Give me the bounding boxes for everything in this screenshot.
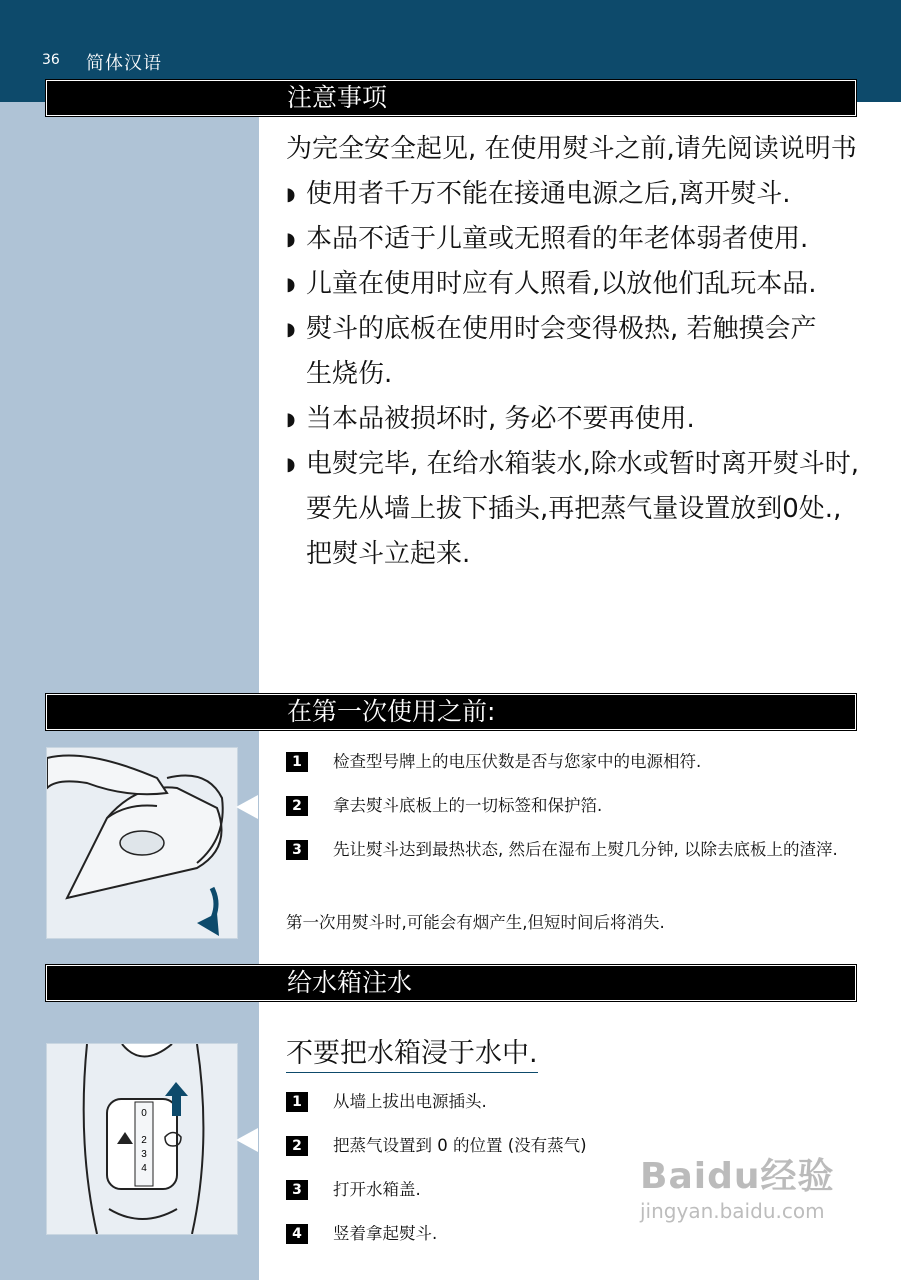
bullet-text: 使用者千万不能在接通电源之后,离开熨斗. — [306, 179, 791, 209]
watermark-url: jingyan.baidu.com — [640, 1199, 825, 1223]
step-number: 1 — [286, 752, 308, 772]
first-use-steps — [286, 752, 856, 860]
bullet-text: 儿童在使用时应有人照看,以放他们乱玩本品. — [306, 269, 817, 299]
bullet-item — [286, 442, 861, 577]
dial-mark-3: 3 — [141, 1149, 147, 1160]
bullet-marker-icon: ◗ — [286, 409, 296, 430]
section-title-precautions: 注意事项 — [46, 80, 856, 116]
first-use-note: 第一次用熨斗时,可能会有烟产生,但短时间后将消失. — [286, 913, 665, 932]
step-number: 3 — [286, 840, 308, 860]
steam-dial-illustration — [46, 1043, 238, 1235]
bullet-item — [286, 397, 866, 442]
step-text: 先让熨斗达到最热状态, 然后在湿布上熨几分钟, 以除去底板上的渣滓. — [333, 840, 838, 859]
bullet-text: 当本品被损坏时, 务必不要再使用. — [306, 404, 695, 434]
dial-mark-4: 4 — [141, 1163, 147, 1174]
watermark — [640, 1148, 834, 1223]
step-number: 1 — [286, 1092, 308, 1112]
step-text: 竖着拿起熨斗. — [333, 1224, 438, 1243]
bullet-item — [286, 217, 866, 262]
section-title-before-first-use: 在第一次使用之前: — [46, 694, 856, 730]
bullet-marker-icon: ◗ — [286, 229, 296, 250]
bullet-marker-icon: ◗ — [286, 454, 296, 475]
callout-pointer — [236, 795, 258, 819]
precautions-intro: 为完全安全起见, 在使用熨斗之前,请先阅读说明书 — [286, 134, 857, 164]
water-tank-warning: 不要把水箱浸于水中. — [286, 1036, 538, 1073]
precautions-body — [286, 127, 866, 577]
bullet-marker-icon: ◗ — [286, 274, 296, 295]
bullet-text: 熨斗的底板在使用时会变得极热, 若触摸会产生烧伤. — [306, 314, 817, 389]
step-text: 从墙上拔出电源插头. — [333, 1092, 487, 1111]
bullet-text: 本品不适于儿童或无照看的年老体弱者使用. — [306, 224, 809, 254]
bullet-item — [286, 172, 866, 217]
callout-pointer — [236, 1128, 258, 1152]
step-text: 检查型号牌上的电压伏数是否与您家中的电源相符. — [333, 752, 702, 771]
dial-mark-0: 0 — [141, 1108, 147, 1119]
dial-mark-2: 2 — [141, 1135, 147, 1146]
step-item — [286, 840, 843, 860]
step-number: 2 — [286, 796, 308, 816]
steam-dial-svg — [47, 1044, 237, 1234]
step-item — [286, 752, 856, 772]
step-number: 4 — [286, 1224, 308, 1244]
iron-label-removal-illustration — [46, 747, 238, 939]
section-title-filling-water-tank: 给水箱注水 — [46, 965, 856, 1001]
step-text: 打开水箱盖. — [333, 1180, 421, 1199]
bullet-item — [286, 307, 836, 397]
watermark-logo: Baidu经验 — [640, 1156, 835, 1197]
step-text: 把蒸气设置到 0 的位置 (没有蒸气) — [333, 1136, 587, 1155]
step-item — [286, 796, 856, 816]
iron-illustration-svg — [47, 748, 237, 938]
bullet-marker-icon: ◗ — [286, 184, 296, 205]
step-number: 3 — [286, 1180, 308, 1200]
bullet-item — [286, 262, 856, 307]
bullet-text: 电熨完毕, 在给水箱装水,除水或暂时离开熨斗时, 要先从墙上拔下插头,再把蒸气量设置放到0处.,把熨斗立起来. — [306, 449, 860, 569]
step-number: 2 — [286, 1136, 308, 1156]
step-item — [286, 1092, 856, 1112]
bullet-marker-icon: ◗ — [286, 319, 296, 340]
language-label: 简体汉语 — [86, 53, 162, 74]
step-text: 拿去熨斗底板上的一切标签和保护箔. — [333, 796, 603, 815]
page-number: 36 — [42, 52, 60, 68]
step-item — [286, 1224, 856, 1244]
